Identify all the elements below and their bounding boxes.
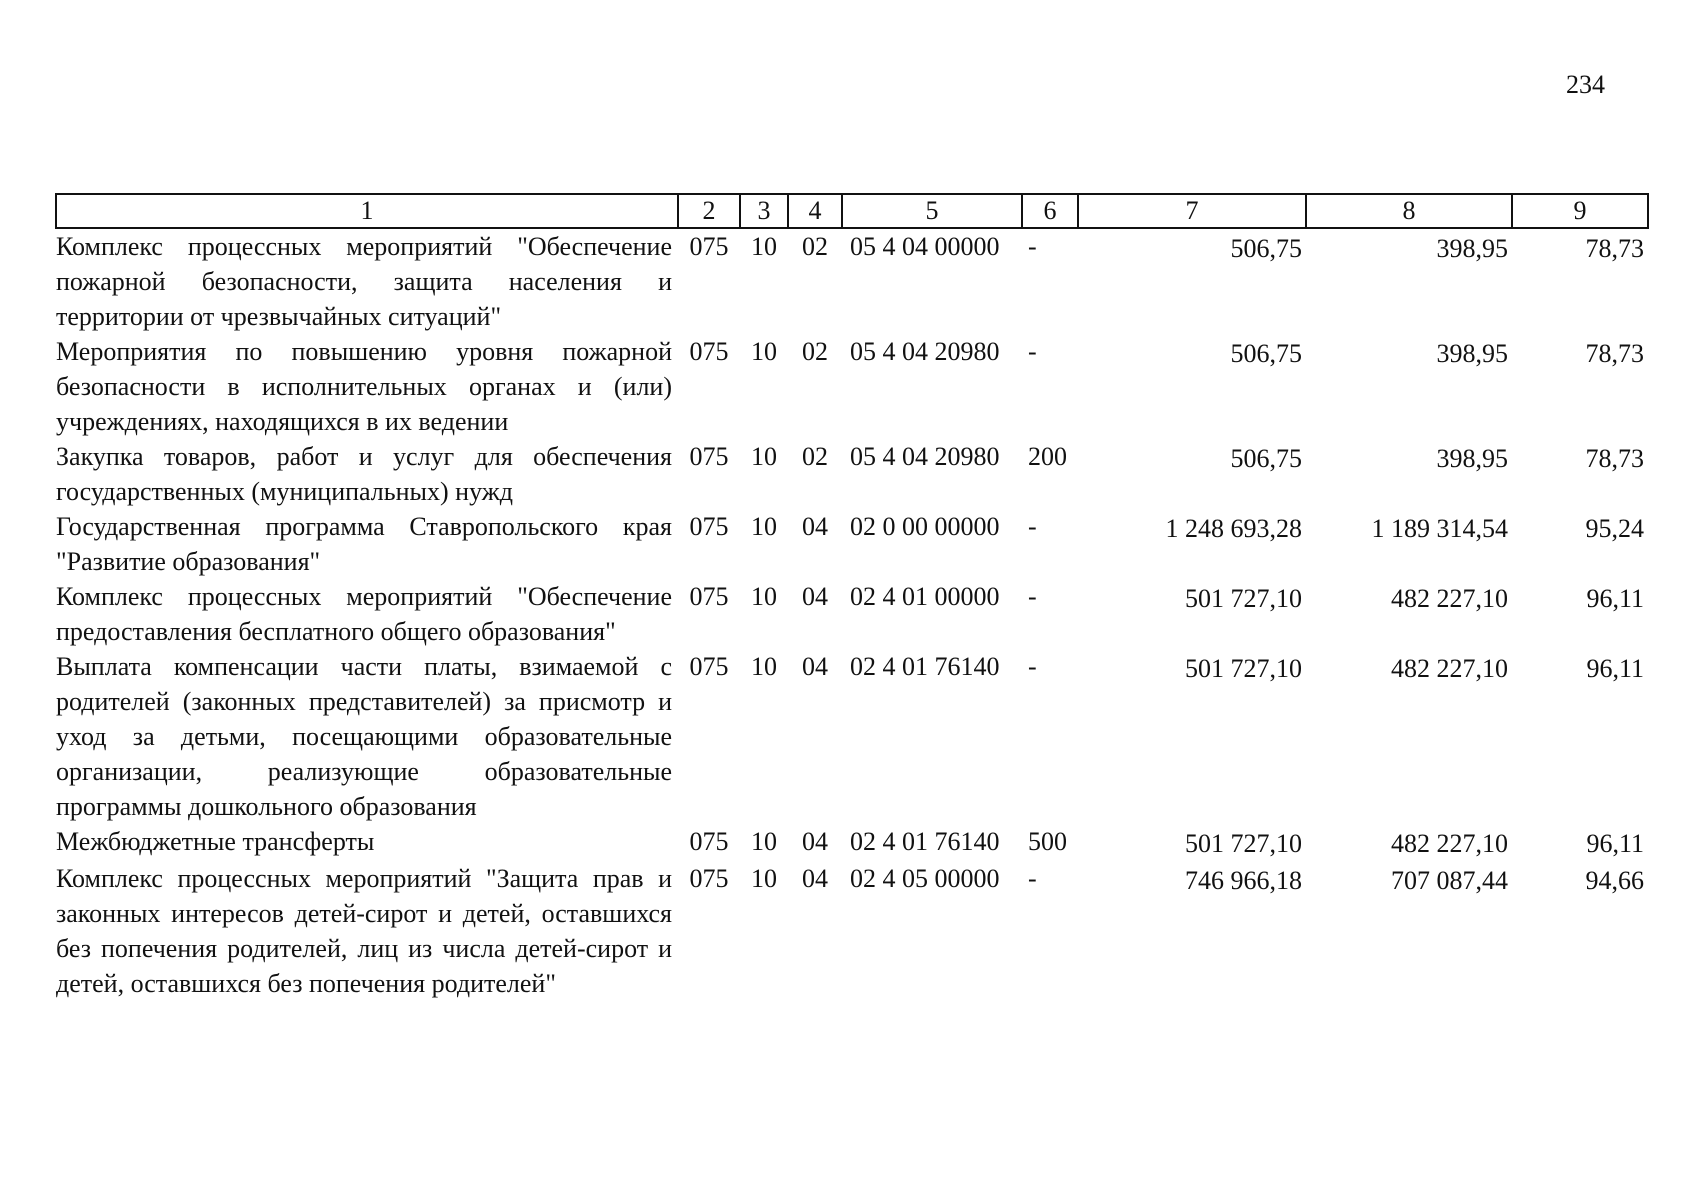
row-vr: - — [1028, 512, 1037, 541]
table-header — [56, 194, 1648, 228]
row-pr: 04 — [802, 652, 828, 681]
row-plan: 506,75 — [1230, 444, 1302, 473]
row-rz: 10 — [751, 337, 777, 366]
row-pr: 02 — [802, 232, 828, 261]
row-percent: 96,11 — [1586, 654, 1644, 683]
row-pr: 04 — [802, 827, 828, 856]
row-ved: 075 — [689, 827, 729, 856]
table-row — [56, 861, 1648, 1001]
row-rz: 10 — [751, 442, 777, 471]
budget-table-container — [55, 193, 1647, 1001]
row-name: Государственная программа Ставропольского края "Развитие образования" — [56, 512, 672, 576]
table-row — [56, 824, 1648, 861]
row-rz: 10 — [751, 652, 777, 681]
column-header-9: 9 — [1512, 194, 1648, 228]
row-ved: 075 — [689, 232, 729, 261]
row-csr: 02 4 05 00000 — [850, 864, 1000, 893]
row-name: Комплекс процессных мероприятий "Защита прав и законных интересов детей-сирот и детей, оставшихся без попечения родителей, лиц из числа детей-сирот и детей, оставшихся без попечения родителей" — [56, 864, 672, 998]
row-rz: 10 — [751, 582, 777, 611]
column-header-6: 6 — [1022, 194, 1078, 228]
row-pr: 02 — [802, 442, 828, 471]
row-plan: 501 727,10 — [1185, 829, 1302, 858]
row-percent: 95,24 — [1585, 514, 1644, 543]
row-vr: 500 — [1028, 827, 1067, 856]
row-pr: 04 — [802, 582, 828, 611]
row-rz: 10 — [751, 864, 777, 893]
row-fact: 482 227,10 — [1391, 654, 1508, 683]
row-ved: 075 — [689, 337, 729, 366]
row-fact: 398,95 — [1436, 234, 1508, 263]
column-header-7: 7 — [1078, 194, 1306, 228]
column-header-4: 4 — [788, 194, 842, 228]
row-name: Мероприятия по повышению уровня пожарной безопасности в исполнительных органах и (или) учреждениях, находящихся в их ведении — [56, 337, 672, 436]
column-header-8: 8 — [1306, 194, 1512, 228]
row-ved: 075 — [689, 582, 729, 611]
row-plan: 506,75 — [1230, 339, 1302, 368]
row-csr: 05 4 04 20980 — [850, 442, 1000, 471]
row-csr: 05 4 04 00000 — [850, 232, 1000, 261]
row-plan: 506,75 — [1230, 234, 1302, 263]
row-ved: 075 — [689, 512, 729, 541]
row-ved: 075 — [689, 652, 729, 681]
row-fact: 482 227,10 — [1391, 829, 1508, 858]
row-percent: 96,11 — [1586, 584, 1644, 613]
budget-table — [55, 193, 1649, 1001]
row-pr: 02 — [802, 337, 828, 366]
row-percent: 96,11 — [1586, 829, 1644, 858]
row-percent: 78,73 — [1585, 339, 1644, 368]
row-rz: 10 — [751, 512, 777, 541]
row-ved: 075 — [689, 864, 729, 893]
row-percent: 94,66 — [1585, 866, 1644, 895]
row-percent: 78,73 — [1585, 444, 1644, 473]
row-name: Межбюджетные трансферты — [56, 827, 375, 856]
header-row — [56, 194, 1648, 228]
row-ved: 075 — [689, 442, 729, 471]
table-row — [56, 579, 1648, 649]
row-rz: 10 — [751, 232, 777, 261]
row-csr: 02 4 01 76140 — [850, 652, 1000, 681]
table-row — [56, 439, 1648, 509]
row-plan: 746 966,18 — [1185, 866, 1302, 895]
row-name: Закупка товаров, работ и услуг для обеспечения государственных (муниципальных) нужд — [56, 442, 672, 506]
row-csr: 02 0 00 00000 — [850, 512, 1000, 541]
row-name: Комплекс процессных мероприятий "Обеспечение пожарной безопасности, защита населения и территории от чрезвычайных ситуаций" — [56, 232, 672, 331]
table-body — [56, 228, 1648, 1001]
column-header-1: 1 — [56, 194, 678, 228]
row-vr: 200 — [1028, 442, 1067, 471]
row-vr: - — [1028, 337, 1037, 366]
row-vr: - — [1028, 582, 1037, 611]
row-fact: 1 189 314,54 — [1371, 514, 1508, 543]
row-fact: 707 087,44 — [1391, 866, 1508, 895]
page-number: 234 — [1566, 70, 1605, 99]
row-name: Выплата компенсации части платы, взимаемой с родителей (законных представителей) за присмотр и уход за детьми, посещающими образовательные организации, реализующие образовательные программы дошкольного образования — [56, 652, 672, 821]
column-header-2: 2 — [678, 194, 740, 228]
row-vr: - — [1028, 652, 1037, 681]
row-vr: - — [1028, 864, 1037, 893]
row-csr: 05 4 04 20980 — [850, 337, 1000, 366]
table-row — [56, 228, 1648, 334]
row-csr: 02 4 01 00000 — [850, 582, 1000, 611]
row-plan: 501 727,10 — [1185, 654, 1302, 683]
table-row — [56, 334, 1648, 439]
row-rz: 10 — [751, 827, 777, 856]
row-pr: 04 — [802, 864, 828, 893]
row-pr: 04 — [802, 512, 828, 541]
row-fact: 398,95 — [1436, 444, 1508, 473]
row-plan: 1 248 693,28 — [1165, 514, 1302, 543]
table-row — [56, 509, 1648, 579]
row-fact: 398,95 — [1436, 339, 1508, 368]
row-fact: 482 227,10 — [1391, 584, 1508, 613]
row-plan: 501 727,10 — [1185, 584, 1302, 613]
row-name: Комплекс процессных мероприятий "Обеспечение предоставления бесплатного общего образования" — [56, 582, 672, 646]
table-row — [56, 649, 1648, 824]
row-csr: 02 4 01 76140 — [850, 827, 1000, 856]
column-header-3: 3 — [740, 194, 788, 228]
row-percent: 78,73 — [1585, 234, 1644, 263]
row-vr: - — [1028, 232, 1037, 261]
column-header-5: 5 — [842, 194, 1022, 228]
